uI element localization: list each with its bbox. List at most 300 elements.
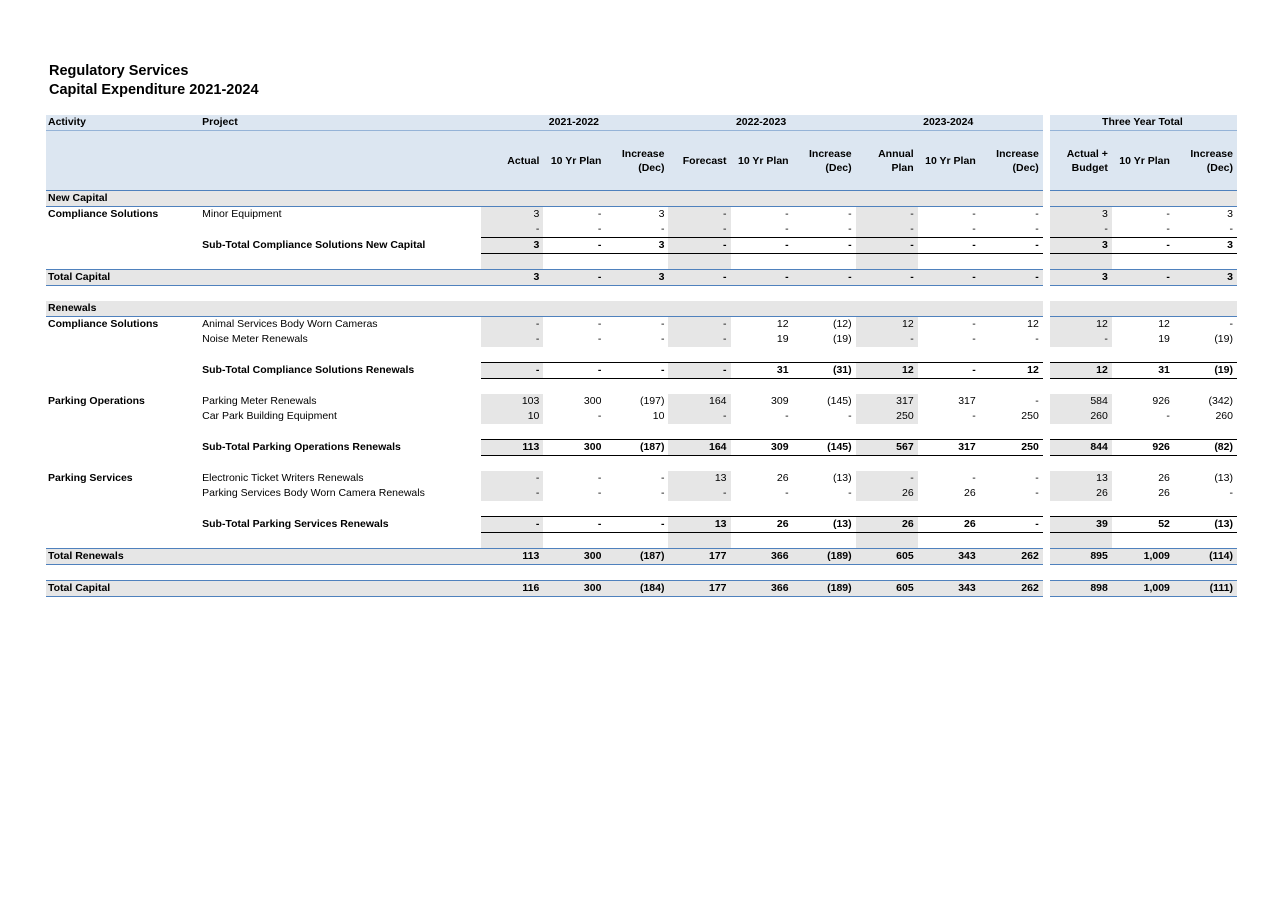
table-body [46,191,1237,597]
value-cell [793,565,856,581]
row-activity: Compliance Solutions [48,208,159,220]
value-cell [1050,565,1112,581]
header-project: Project [200,115,481,131]
value-cell: 13 [668,517,730,533]
value-cell: 12 [1027,318,1039,330]
value-cell: - [543,238,605,254]
value-cell [793,286,856,302]
row-activity: New Capital [46,191,200,207]
row-project [200,286,481,302]
row-activity [46,286,200,302]
value-cell: 164 [668,440,730,456]
table-row-total [46,270,1237,286]
table-row-subtotal [46,440,1237,456]
value-cell [856,254,918,270]
col-header: Actual + Budget [1050,131,1112,191]
value-cell [793,254,856,270]
row-project: Parking Services Body Worn Camera Renewals [202,487,425,499]
row-project: Sub-Total Parking Services Renewals [202,518,389,530]
value-cell: - [605,517,668,533]
row-project [200,254,481,270]
row-activity: Compliance Solutions [48,318,159,330]
value-cell: (197) [639,395,665,407]
value-cell [1050,379,1112,395]
value-cell: 39 [1050,517,1112,533]
col-header: Forecast [668,131,730,191]
row-project: Animal Services Body Worn Cameras [202,318,378,330]
value-cell: (184) [605,581,668,597]
value-cell [1112,254,1174,270]
value-cell [980,456,1043,472]
value-cell: - [1166,223,1170,235]
value-cell: - [597,208,602,220]
header-group-2023-2024: 2023-2024 [856,115,1043,131]
header-group-row [46,115,1237,131]
col-header: Increase (Dec) [1174,131,1237,191]
title-line-1: Regulatory Services [49,63,189,79]
value-cell: - [785,410,789,422]
value-cell: - [660,223,665,235]
value-cell [731,533,793,549]
value-cell [793,424,856,440]
value-cell [605,456,668,472]
value-cell [731,424,793,440]
value-cell: 317 [918,440,980,456]
value-cell: 317 [958,395,976,407]
value-cell: 926 [1152,395,1170,407]
value-cell: (114) [1174,549,1237,565]
value-cell [918,565,980,581]
header-group-2021-2022: 2021-2022 [481,115,668,131]
value-cell: - [597,223,602,235]
value-cell: - [481,363,543,379]
value-cell: - [731,270,793,286]
value-cell: - [856,238,918,254]
value-cell: - [668,409,730,424]
value-cell: (13) [1174,517,1237,533]
row-project: Car Park Building Equipment [202,410,337,422]
value-cell: 113 [481,549,543,565]
value-cell [481,379,543,395]
value-cell: - [918,363,980,379]
value-cell: 3 [658,208,665,220]
value-cell: - [856,332,918,347]
value-cell: - [481,517,543,533]
value-cell [1112,286,1174,302]
header-group-2022-2023: 2022-2023 [668,115,855,131]
value-cell [1050,254,1112,270]
value-cell: 366 [731,549,793,565]
value-cell [668,286,730,302]
table-row-data [46,394,1237,409]
value-cell [1174,501,1237,517]
column-gap [1043,115,1050,131]
table-row-spacer [46,501,1237,517]
value-cell: 12 [1050,317,1112,333]
row-project [200,549,481,565]
value-cell: 3 [605,238,668,254]
value-cell: 177 [668,581,730,597]
value-cell: 260 [1050,409,1112,424]
value-cell [1174,533,1237,549]
value-cell [1112,565,1174,581]
row-activity [46,533,200,549]
value-cell [1174,191,1237,207]
value-cell: (13) [793,517,856,533]
value-cell [668,456,730,472]
value-cell [605,286,668,302]
value-cell: - [785,223,789,235]
value-cell: - [597,318,602,330]
value-cell [543,379,605,395]
value-cell: 26 [776,472,789,484]
table-row-subtotal [46,363,1237,379]
value-cell: - [1035,333,1039,345]
row-activity [46,501,200,517]
value-cell: - [848,208,852,220]
value-cell: - [972,223,976,235]
value-cell [668,424,730,440]
value-cell: (31) [793,363,856,379]
table-row-data [46,409,1237,424]
value-cell: 26 [964,487,976,499]
table-row-spacer [46,565,1237,581]
value-cell: (13) [832,472,852,484]
value-cell: 12 [1050,363,1112,379]
value-cell [856,501,918,517]
value-cell [793,533,856,549]
value-cell: - [972,472,976,484]
value-cell: - [543,270,605,286]
value-cell [1050,424,1112,440]
value-cell: - [856,270,918,286]
row-project [200,581,481,597]
value-cell: - [972,318,976,330]
row-project [200,191,481,207]
value-cell [793,379,856,395]
value-cell [668,347,730,363]
value-cell: - [1035,395,1039,407]
value-cell: - [785,487,789,499]
value-cell [918,456,980,472]
value-cell: 26 [856,517,918,533]
value-cell: (145) [793,440,856,456]
value-cell: - [856,222,918,238]
value-cell: - [972,333,976,345]
value-cell [856,286,918,302]
col-header: 10 Yr Plan [1112,131,1174,191]
value-cell: - [481,317,543,333]
row-activity: Parking Services [48,472,133,484]
value-cell [605,254,668,270]
value-cell: 26 [1158,487,1170,499]
value-cell: (189) [793,581,856,597]
value-cell [1174,254,1237,270]
value-cell: 19 [1158,333,1170,345]
row-activity [46,238,200,254]
value-cell: 13 [668,471,730,486]
col-header: 10 Yr Plan [731,131,793,191]
value-cell: (187) [605,549,668,565]
value-cell: 3 [1050,270,1112,286]
table-row-band [46,191,1237,207]
value-cell [1174,301,1237,317]
value-cell: - [1166,410,1170,422]
value-cell: (189) [793,549,856,565]
value-cell: (187) [605,440,668,456]
value-cell [918,424,980,440]
col-header: Annual Plan [856,131,918,191]
value-cell: - [1166,208,1170,220]
value-cell [918,347,980,363]
value-cell [668,565,730,581]
value-cell [731,379,793,395]
value-cell: - [668,270,730,286]
col-header: 10 Yr Plan [918,131,980,191]
value-cell: - [856,207,918,223]
value-cell [1050,501,1112,517]
value-cell: - [980,270,1043,286]
value-cell: - [856,471,918,486]
value-cell: - [543,517,605,533]
value-cell: (145) [827,395,852,407]
value-cell [980,286,1043,302]
value-cell: - [1112,238,1174,254]
row-project [200,379,481,395]
value-cell: - [972,208,976,220]
value-cell [1174,456,1237,472]
value-cell [668,191,730,207]
table-row-band [46,301,1237,317]
value-cell: - [668,486,730,501]
col-header: Increase (Dec) [793,131,856,191]
value-cell [918,254,980,270]
value-cell [481,424,543,440]
value-cell: 26 [1158,472,1170,484]
value-cell: - [1050,222,1112,238]
row-project [200,565,481,581]
value-cell: - [1229,223,1233,235]
value-cell: 343 [918,581,980,597]
value-cell [1112,456,1174,472]
value-cell: 309 [731,440,793,456]
value-cell [543,301,605,317]
value-cell [543,456,605,472]
value-cell [1112,533,1174,549]
value-cell: - [731,238,793,254]
row-project: Sub-Total Compliance Solutions New Capital [202,239,426,251]
row-activity: Total Renewals [46,549,200,565]
value-cell [1050,301,1112,317]
value-cell [856,533,918,549]
table-row-subtotal [46,517,1237,533]
value-cell [980,565,1043,581]
value-cell: - [605,363,668,379]
value-cell [605,379,668,395]
value-cell [980,533,1043,549]
value-cell [1174,286,1237,302]
value-cell: - [668,207,730,223]
value-cell [793,191,856,207]
row-project [200,301,481,317]
row-activity: Total Capital [46,581,200,597]
value-cell [605,301,668,317]
row-project [200,222,481,238]
table-row-data [46,332,1237,347]
value-cell: - [1035,487,1039,499]
col-header: Increase (Dec) [605,131,668,191]
value-cell [605,191,668,207]
value-cell: - [980,238,1043,254]
row-activity [46,456,200,472]
value-cell [543,254,605,270]
value-cell [980,424,1043,440]
value-cell [1050,347,1112,363]
value-cell [918,501,980,517]
value-cell [1112,191,1174,207]
row-activity [46,363,200,379]
value-cell: 52 [1112,517,1174,533]
value-cell [980,347,1043,363]
value-cell: - [668,317,730,333]
value-cell: - [793,270,856,286]
col-header: 10 Yr Plan [543,131,605,191]
value-cell: 3 [1050,207,1112,223]
value-cell [1050,191,1112,207]
value-cell: (19) [1174,363,1237,379]
row-project [200,533,481,549]
value-cell [668,254,730,270]
value-cell: 10 [481,409,543,424]
value-cell: 12 [980,363,1043,379]
value-cell: - [481,471,543,486]
value-cell: - [848,410,852,422]
row-activity: Parking Operations [48,395,145,407]
value-cell: 10 [652,410,665,422]
value-cell: 300 [543,581,605,597]
row-activity [46,409,200,424]
row-project: Noise Meter Renewals [202,333,308,345]
value-cell: 3 [1227,208,1233,220]
value-cell [605,424,668,440]
value-cell: 12 [856,317,918,333]
value-cell: (19) [832,333,852,345]
value-cell: 898 [1050,581,1112,597]
value-cell: - [785,208,789,220]
row-project: Sub-Total Parking Operations Renewals [202,441,401,453]
value-cell: - [481,222,543,238]
value-cell: 3 [605,270,668,286]
value-cell: 3 [481,270,543,286]
table-row-subtotal [46,238,1237,254]
value-cell [481,191,543,207]
value-cell [605,347,668,363]
value-cell [543,424,605,440]
value-cell: 13 [1050,471,1112,486]
value-cell: - [597,410,602,422]
value-cell [543,286,605,302]
value-cell [543,533,605,549]
value-cell [1112,347,1174,363]
value-cell: 3 [481,207,543,223]
value-cell [481,347,543,363]
value-cell: 3 [1174,238,1237,254]
value-cell [668,379,730,395]
value-cell: - [918,270,980,286]
value-cell: - [793,238,856,254]
value-cell [1112,301,1174,317]
table-row-total [46,581,1237,597]
row-activity: Renewals [46,301,200,317]
value-cell: - [1035,472,1039,484]
value-cell: 26 [731,517,793,533]
value-cell [856,379,918,395]
header-column-row [46,131,1237,191]
row-activity [46,347,200,363]
value-cell: 262 [980,549,1043,565]
value-cell: 926 [1112,440,1174,456]
value-cell [481,533,543,549]
value-cell [605,565,668,581]
row-activity [46,222,200,238]
row-activity [46,424,200,440]
value-cell [918,533,980,549]
value-cell: 26 [856,486,918,501]
value-cell [918,301,980,317]
value-cell [731,456,793,472]
value-cell: 1,009 [1112,581,1174,597]
value-cell: (12) [832,318,852,330]
value-cell: 26 [1050,486,1112,501]
value-cell: - [597,472,602,484]
header-activity: Activity [46,115,200,131]
value-cell [1174,424,1237,440]
report-title [49,62,259,100]
value-cell [1050,456,1112,472]
table-row-data [46,471,1237,486]
value-cell [481,456,543,472]
table-row-blank [46,254,1237,270]
value-cell [918,379,980,395]
value-cell: - [660,472,665,484]
table-row-data [46,207,1237,223]
value-cell: - [668,222,730,238]
value-cell [481,301,543,317]
row-project [200,501,481,517]
value-cell [668,301,730,317]
value-cell: 309 [771,395,789,407]
value-cell [980,254,1043,270]
value-cell [731,301,793,317]
value-cell [481,286,543,302]
value-cell [481,501,543,517]
value-cell: - [1229,318,1233,330]
value-cell [731,501,793,517]
value-cell: 584 [1050,394,1112,409]
value-cell [918,191,980,207]
title-line-2: Capital Expenditure 2021-2024 [49,82,259,98]
value-cell [980,191,1043,207]
value-cell: 895 [1050,549,1112,565]
capital-expenditure-table [46,115,1237,597]
value-cell [1112,501,1174,517]
value-cell [731,347,793,363]
value-cell: - [1229,487,1233,499]
value-cell: - [848,223,852,235]
value-cell: 317 [856,394,918,409]
value-cell: 300 [583,395,602,407]
table-row-total [46,549,1237,565]
